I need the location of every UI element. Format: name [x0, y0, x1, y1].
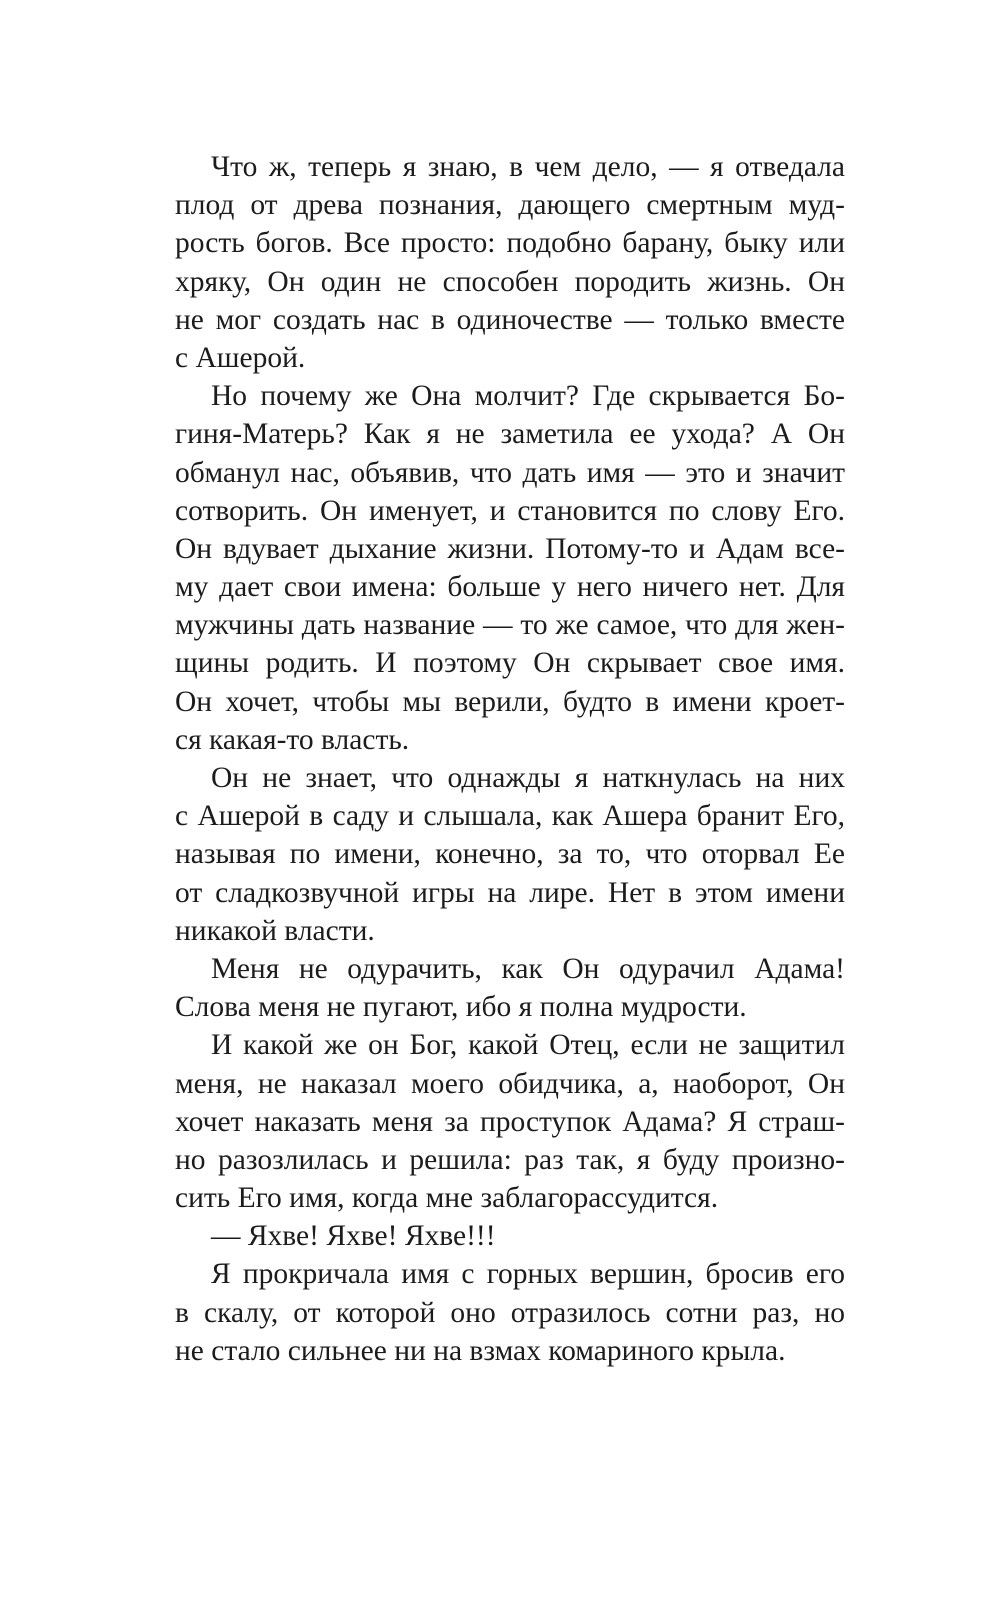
text-line: сотворить. Он именует, и становится по слову Его.: [175, 494, 845, 527]
page-text: [175, 148, 845, 1370]
text-line: Меня не одурачить, как Он одурачил Адама!: [211, 952, 845, 985]
paragraph: [175, 1255, 845, 1370]
text-line: ся какая-то власть.: [175, 723, 410, 756]
paragraph: [175, 148, 845, 377]
paragraph: [175, 377, 845, 759]
paragraph: [175, 1026, 845, 1217]
text-line: — Яхве! Яхве! Яхве!!!: [211, 1220, 496, 1253]
text-line: в скалу, от которой оно отразилось сотни раз, но: [175, 1296, 845, 1329]
text-line: Что ж, теперь я знаю, в чем дело, — я отведала: [211, 151, 845, 183]
text-line: щины родить. И поэтому Он скрывает свое имя.: [175, 647, 845, 680]
text-line: с Ашерой в саду и слышала, как Ашера бранит Его,: [175, 800, 845, 833]
text-line: Я прокричала имя с горных вершин, бросив его: [211, 1258, 845, 1291]
text-line: И какой же он Бог, какой Отец, если не защитил: [211, 1029, 845, 1062]
text-line: Но почему же Она молчит? Где скрывается Бо-: [211, 380, 845, 413]
text-line: хочет наказать меня за проступок Адама? Я страш-: [175, 1105, 845, 1138]
text-line: с Ашерой.: [175, 341, 306, 374]
text-line: гиня-Матерь? Как я не заметила ее ухода? А Он: [175, 418, 845, 451]
text-line: Он хочет, чтобы мы верили, будто в имени кроет-: [175, 685, 845, 718]
text-line: сить Его имя, когда мне заблагорассудится.: [175, 1182, 719, 1215]
paragraph: [175, 950, 845, 1026]
text-line: мужчины дать название — то же самое, что для жен-: [175, 609, 845, 642]
text-line: не мог создать нас в одиночестве — только вместе: [175, 303, 845, 336]
text-line: никакой власти.: [175, 914, 375, 947]
text-line: не стало сильнее ни на взмах комариного крыла.: [175, 1334, 786, 1367]
text-line: плод от древа познания, дающего смертным муд-: [175, 189, 845, 222]
text-line: рость богов. Все просто: подобно барану, быку или: [175, 227, 845, 260]
text-line: обманул нас, объявив, что дать имя — это и значит: [175, 456, 845, 489]
text-line: от сладкозвучной игры на лире. Нет в этом имени: [175, 876, 845, 909]
text-line: Он вдувает дыхание жизни. Потому-то и Адам все-: [175, 532, 845, 565]
text-line: но разозлилась и решила: раз так, я буду произно-: [175, 1143, 845, 1176]
text-line: Он не знает, что однажды я наткнулась на них: [211, 762, 845, 794]
dialogue-line: [175, 1217, 845, 1255]
paragraph: [175, 759, 845, 950]
text-line: меня, не наказал моего обидчика, а, наоборот, Он: [175, 1067, 845, 1100]
text-line: Слова меня не пугают, ибо я полна мудрости.: [175, 991, 747, 1024]
text-line: му дает свои имена: больше у него ничего нет. Для: [175, 571, 845, 604]
text-line: называя по имени, конечно, за то, что оторвал Ее: [175, 838, 845, 871]
text-line: хряку, Он один не способен породить жизнь. Он: [175, 265, 845, 298]
